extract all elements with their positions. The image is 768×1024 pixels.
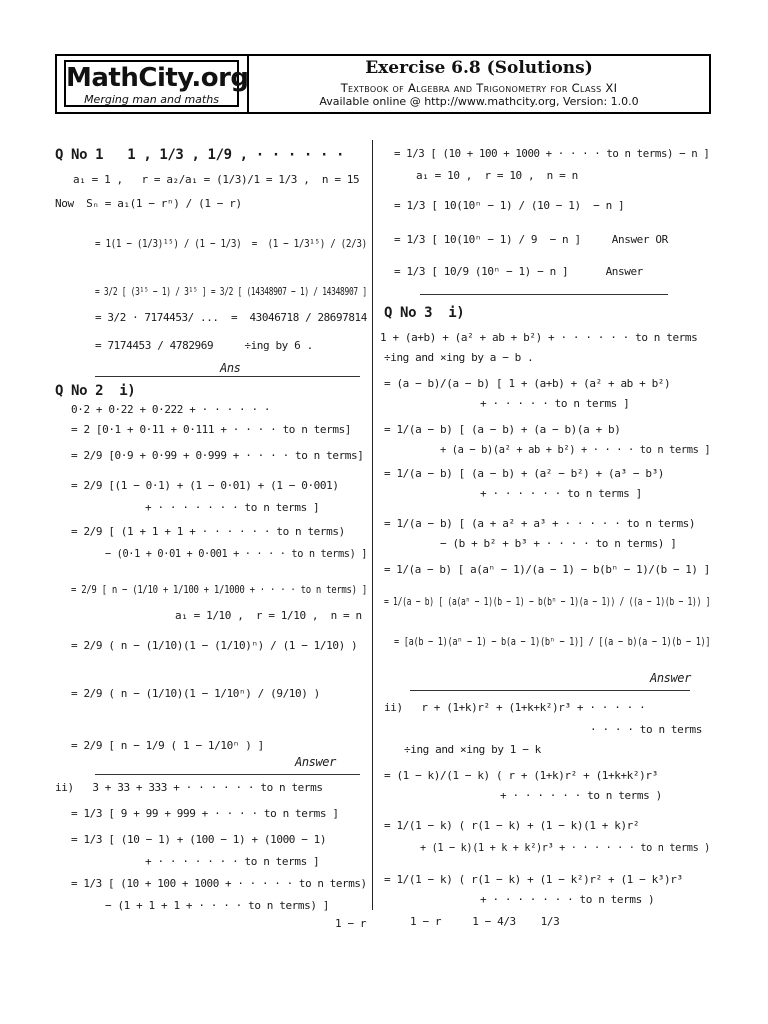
solution-line: + · · · · · to n terms ] bbox=[480, 397, 630, 410]
solution-line: = (1 − k)/(1 − k) ( r + (1+k)r² + (1+k+k²)r³ bbox=[384, 769, 658, 782]
solution-line: = (a − b)/(a − b) [ 1 + (a+b) + (a² + ab + b²) bbox=[384, 377, 671, 390]
column-divider bbox=[372, 140, 373, 910]
solution-line: = 1/(a − b) [ (a + a² + a³ + · · · · · to n terms) bbox=[384, 517, 696, 530]
solution-line: = 1/(a − b) [ a(aⁿ − 1)/(a − 1) − b(bⁿ − 1)/(b − 1) ] bbox=[384, 563, 710, 576]
solution-line: = 3/2 · 7174453/ ... = 43046718 / 28697814 bbox=[95, 311, 367, 324]
solution-line: = 2/9 ( n − (1/10)(1 − 1/10ⁿ) / (9/10) ) bbox=[71, 687, 320, 700]
solution-line: = 2/9 [ (1 + 1 + 1 + · · · · · · to n terms) bbox=[71, 525, 345, 538]
page-header bbox=[55, 54, 711, 114]
solution-line: + · · · · · · to n terms ) bbox=[500, 789, 662, 802]
solution-line: = 1/3 [ (10 + 100 + 1000 + · · · · · to n terms) bbox=[71, 877, 367, 890]
solution-line: = 2/9 [(1 − 0·1) + (1 − 0·01) + (1 − 0·001) bbox=[71, 479, 339, 492]
solution-line: 1 − r bbox=[335, 917, 367, 930]
solution-line: = 1/(a − b) [ (a − b) + (a² − b²) + (a³ − b³) bbox=[384, 467, 665, 480]
logo bbox=[64, 60, 249, 107]
solution-line: + (a − b)(a² + ab + b²) + · · · · to n terms ] bbox=[440, 443, 711, 456]
separator-line bbox=[420, 294, 668, 295]
solution-line: = 1/(1 − k) ( r(1 − k) + (1 − k²)r² + (1 − k³)r³ bbox=[384, 873, 683, 886]
solution-line: = [a(b − 1)(aⁿ − 1) − b(a − 1)(bⁿ − 1)] / [(a − b)(a − 1)(b − 1)] bbox=[394, 635, 711, 648]
solution-line: = 1/3 [ 9 + 99 + 999 + · · · · to n terms ] bbox=[71, 807, 339, 820]
solution-line: = 1/(1 − k) ( r(1 − k) + (1 − k)(1 + k)r² bbox=[384, 819, 640, 832]
solution-line: a₁ = 1 , r = a₂/a₁ = (1/3)/1 = 1/3 , n = 15 bbox=[73, 173, 360, 186]
solution-line: Q No 3 i) bbox=[384, 305, 465, 321]
logo-name: MathCity.org bbox=[66, 63, 249, 93]
solution-line: − (0·1 + 0·01 + 0·001 + · · · · to n terms) ] bbox=[105, 547, 368, 560]
logo-tagline: Merging man and maths bbox=[84, 93, 219, 106]
solution-line: = 1(1 − (1/3)¹⁵) / (1 − 1/3) = (1 − 1/3¹⁵) / (2/3) bbox=[95, 237, 367, 250]
solution-line: ii) 3 + 33 + 333 + · · · · · · to n terms bbox=[55, 781, 323, 794]
page-title: Exercise 6.8 (Solutions) bbox=[365, 58, 593, 78]
solution-line: = 2/9 [ n − 1/9 ( 1 − 1/10ⁿ ) ] bbox=[71, 739, 264, 752]
page-subtitle: Textbook of Algebra and Trigonometry for Class XI bbox=[340, 81, 618, 95]
solution-line: − (b + b² + b³ + · · · · to n terms) ] bbox=[440, 537, 677, 550]
solution-line: = 7174453 / 4782969 ÷ing by 6 . bbox=[95, 339, 313, 352]
solution-line: + · · · · · · · to n terms ] bbox=[145, 501, 320, 514]
answer-mark: Answer bbox=[650, 671, 691, 685]
separator-line bbox=[95, 376, 360, 377]
solution-line: = 2/9 [ n − (1/10 + 1/100 + 1/1000 + · · · · to n terms) ] bbox=[71, 583, 367, 596]
solution-line: Now Sₙ = a₁(1 − rⁿ) / (1 − r) bbox=[55, 197, 242, 210]
solution-line: = 2/9 [0·9 + 0·99 + 0·999 + · · · · to n terms] bbox=[71, 449, 364, 462]
solution-line: ÷ing and ×ing by a − b . bbox=[384, 351, 534, 364]
solution-line: = 3/2 [ (3¹⁵ − 1) / 3¹⁵ ] = 3/2 [ (14348907 − 1) / 14348907 ] bbox=[95, 285, 367, 298]
availability-note: Available online @ http://www.mathcity.org, Version: 1.0.0 bbox=[319, 95, 639, 108]
solution-line: = 2/9 ( n − (1/10)(1 − (1/10)ⁿ) / (1 − 1/10) ) bbox=[71, 639, 358, 652]
solution-line: ii) r + (1+k)r² + (1+k+k²)r³ + · · · · · bbox=[384, 701, 646, 714]
solution-line: = 1/3 [ (10 − 1) + (100 − 1) + (1000 − 1) bbox=[71, 833, 327, 846]
solution-line: = 1/3 [ 10/9 (10ⁿ − 1) − n ] Answer bbox=[394, 265, 643, 278]
solution-line: Q No 2 i) bbox=[55, 383, 136, 399]
solution-line: Q No 1 1 , 1/3 , 1/9 , · · · · · · bbox=[55, 147, 345, 163]
separator-line bbox=[410, 690, 690, 691]
solution-line: + · · · · · · · to n terms ] bbox=[145, 855, 320, 868]
solution-line: + · · · · · · to n terms ] bbox=[480, 487, 642, 500]
solution-line: 0·2 + 0·22 + 0·222 + · · · · · · bbox=[71, 403, 271, 416]
solution-line: ÷ing and ×ing by 1 − k bbox=[404, 743, 541, 756]
solution-line: 1 − r 1 − 4/3 1/3 bbox=[410, 915, 560, 928]
solution-line: = 1/3 [ 10(10ⁿ − 1) / (10 − 1) − n ] bbox=[394, 199, 625, 212]
solution-line: − (1 + 1 + 1 + · · · · to n terms) ] bbox=[105, 899, 330, 912]
solution-line: 1 + (a+b) + (a² + ab + b²) + · · · · · · to n terms bbox=[380, 331, 698, 344]
answer-mark: Answer bbox=[295, 755, 336, 769]
solution-line: · · · · to n terms bbox=[590, 723, 703, 736]
separator-line bbox=[95, 774, 360, 775]
solution-line: + (1 − k)(1 + k + k²)r³ + · · · · · · to n terms ) bbox=[420, 841, 710, 854]
solution-line: = 1/3 [ (10 + 100 + 1000 + · · · · to n terms) − n ] bbox=[394, 147, 710, 160]
logo-panel bbox=[57, 56, 249, 112]
answer-mark: Ans bbox=[220, 361, 241, 375]
solution-line: a₁ = 10 , r = 10 , n = n bbox=[416, 169, 578, 182]
solution-line: = 1/(a − b) [ (a(aⁿ − 1)(b − 1) − b(bⁿ − 1)(a − 1)) / ((a − 1)(b − 1)) ] bbox=[384, 595, 711, 608]
solution-line: = 2 [0·1 + 0·11 + 0·111 + · · · · to n terms] bbox=[71, 423, 352, 436]
solution-line: = 1/(a − b) [ (a − b) + (a − b)(a + b) bbox=[384, 423, 621, 436]
solution-line: + · · · · · · · to n terms ) bbox=[480, 893, 655, 906]
solution-line: = 1/3 [ 10(10ⁿ − 1) / 9 − n ] Answer OR bbox=[394, 233, 668, 246]
solution-line: a₁ = 1/10 , r = 1/10 , n = n bbox=[175, 609, 362, 622]
